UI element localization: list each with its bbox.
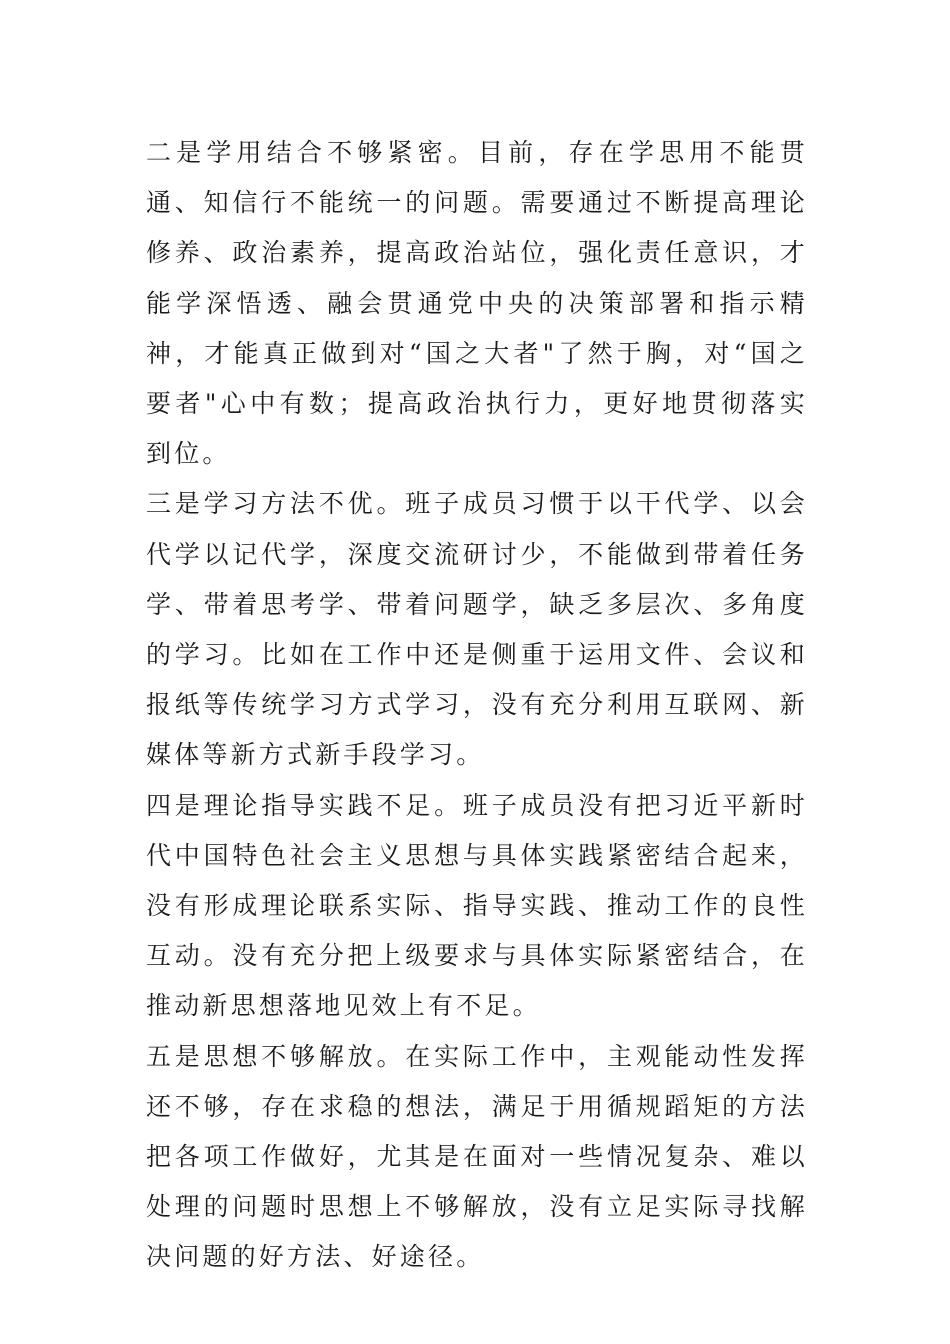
document-body <box>146 128 808 1283</box>
paragraph-2: 二是学用结合不够紧密。目前，存在学思用不能贯通、知信行不能统一的问题。需要通过不断提高理论修养、政治素养，提高政治站位，强化责任意识，才能学深悟透、融会贯通党中央的决策部署和指示精神，才能真正做到对“国之大者"了然于胸，对“国之要者"心中有数；提高政治执行力，更好地贯彻落实到位。 <box>146 138 808 469</box>
paragraph-4: 四是理论指导实践不足。班子成员没有把习近平新时代中国特色社会主义思想与具体实践紧密结合起来，没有形成理论联系实际、指导实践、推动工作的良性互动。没有充分把上级要求与具体实际紧密结合，在推动新思想落地见效上有不足。 <box>146 790 808 1021</box>
paragraph-3: 三是学习方法不优。班子成员习惯于以干代学、以会代学以记代学，深度交流研讨少，不能做到带着任务学、带着思考学、带着问题学，缺乏多层次、多角度的学习。比如在工作中还是侧重于运用文件、会议和报纸等传统学习方式学习，没有充分利用互联网、新媒体等新方式新手段学习。 <box>146 489 808 770</box>
paragraph-5: 五是思想不够解放。在实际工作中，主观能动性发挥还不够，存在求稳的想法，满足于用循规蹈矩的方法把各项工作做好，尤其是在面对一些情况复杂、难以处理的问题时思想上不够解放，没有立足实际寻找解决问题的好方法、好途径。 <box>146 1041 808 1272</box>
